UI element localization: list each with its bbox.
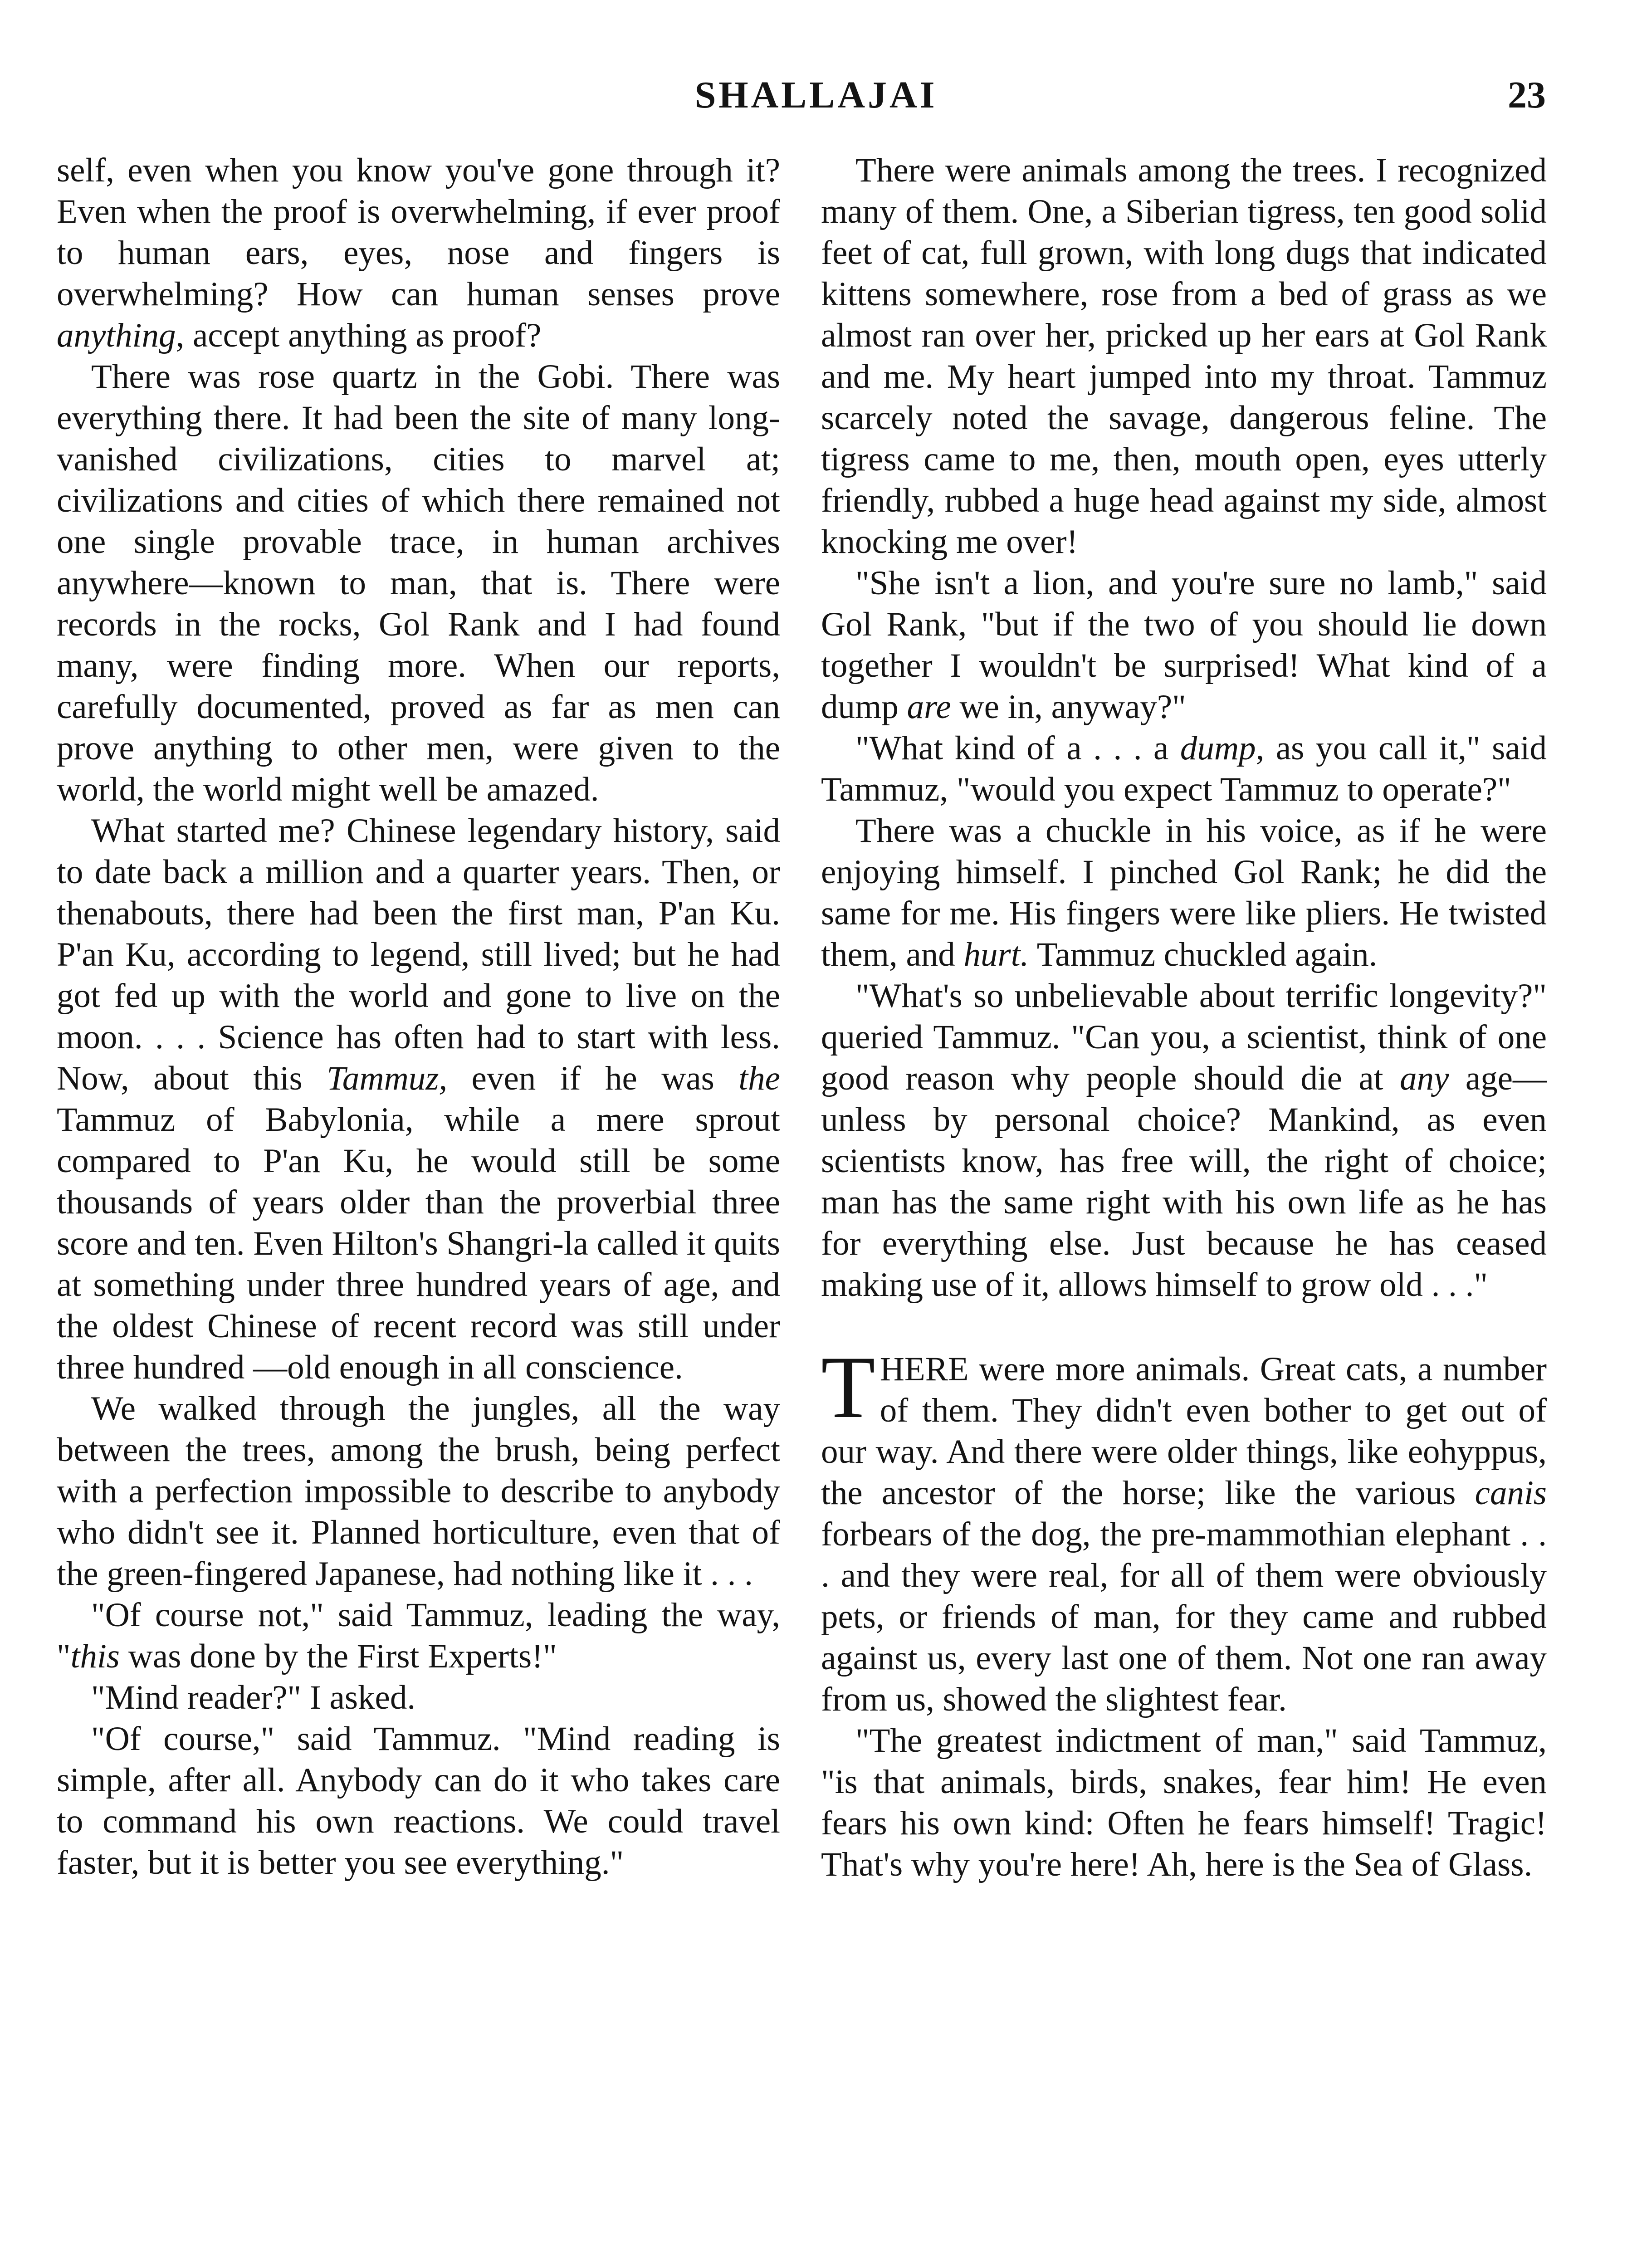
section-break: [821, 1305, 1547, 1349]
page-header: [0, 68, 1632, 122]
paragraph: "She isn't a lion, and you're sure no lamb," said Gol Rank, "but if the two of you should lie down together I wouldn't be surprised! What kind of a dump are we in, anyway?": [821, 564, 1547, 726]
paragraph: "What's so unbelievable about terrific longevity?" queried Tammuz. "Can you, a scientist, think of one good reason why people should die at any age—unless by personal choice? Mankind, as even scientists know, has free will, the right of choice; man has the same right with his own life as he has for everything else. Just because he has ceased making use of it, allows himself to grow old . . .": [821, 977, 1547, 1304]
page-number: 23: [1508, 74, 1546, 116]
paragraph: "What kind of a . . . a dump, as you call it," said Tammuz, "would you expect Tammuz to operate?": [821, 729, 1547, 808]
paragraph: "Of course not," said Tammuz, leading the way, "this was done by the First Experts!": [57, 1596, 780, 1675]
running-title: SHALLAJAI: [694, 74, 938, 116]
paragraph: "Mind reader?" I asked.: [91, 1679, 416, 1716]
drop-cap: T: [821, 1338, 875, 1437]
paragraph: What started me? Chinese legendary history, said to date back a million and a quarter years. Then, or thenabouts, there had been the first man, P'an Ku. P'an Ku, according to legend, still lived; but he had got fed up with the world and gone to live on the moon. . . . Science has often had to start with less. Now, about this Tammuz, even if he was the Tammuz of Babylonia, while a mere sprout compared to P'an Ku, he would still be some thousands of years older than the proverbial three score and ten. Even Hilton's Shangri-la called it quits at something under three hundred years of age, and the oldest Chinese of recent record was still under three hundred —old enough in all conscience.: [57, 812, 780, 1386]
paragraph: "The greatest indictment of man," said Tammuz, "is that animals, birds, snakes, fear him! He even fears his own kind: Often he fears himself! Tragic! That's why you're here! Ah, here is the Sea of Glass.: [821, 1722, 1547, 1883]
left-column: [57, 150, 780, 1883]
right-column: [821, 150, 1547, 1885]
paragraph: There were animals among the trees. I recognized many of them. One, a Siberian tigress, ten good solid feet of cat, full grown, with long dugs that indicated kittens somewhere, rose from a bed of grass as we almost ran over her, pricked up her ears at Gol Rank and me. My heart jumped into my throat. Tammuz scarcely noted the savage, dangerous feline. The tigress came to me, then, mouth open, eyes utterly friendly, rubbed a huge head against my side, almost knocking me over!: [821, 152, 1547, 561]
paragraph-text: HERE were more animals. Great cats, a number of them. They didn't even bother to get out of our way. And there were older things, like eohyppus, the ancestor of the horse; like the various canis forbears of the dog, the pre-mammothian elephant . . . and they were real, for all of them were obviously pets, or friends of man, for they came and rubbed against us, every last one of them. Not one ran away from us, showed the slightest fear.: [821, 1350, 1547, 1718]
paragraph: There was rose quartz in the Gobi. There was everything there. It had been the site of many long-vanished civilizations, cities to marvel at; civilizations and cities of which there remained not one single provable trace, in human archives anywhere—known to man, that is. There were records in the rocks, Gol Rank and I had found many, were finding more. When our reports, carefully documented, proved as far as men can prove anything to other men, were given to the world, the world might well be amazed.: [57, 358, 780, 808]
paragraph: There was a chuckle in his voice, as if he were enjoying himself. I pinched Gol Rank; he did the same for me. His fingers were like pliers. He twisted them, and hurt. Tammuz chuckled again.: [821, 812, 1547, 973]
section-opening-paragraph: [821, 1338, 1547, 1720]
paragraph: self, even when you know you've gone through it? Even when the proof is overwhelming, if ever proof to human ears, eyes, nose and fingers is overwhelming? How can human senses prove anything, accept anything as proof?: [57, 152, 780, 354]
paragraph: We walked through the jungles, all the way between the trees, among the brush, being perfect with a perfection impossible to describe to anybody who didn't see it. Planned horticulture, even that of the green-fingered Japanese, had nothing like it . . .: [57, 1390, 780, 1593]
paragraph: "Of course," said Tammuz. "Mind reading is simple, after all. Anybody can do it who takes care to command his own reactions. We could travel faster, but it is better you see everything.": [57, 1720, 780, 1882]
